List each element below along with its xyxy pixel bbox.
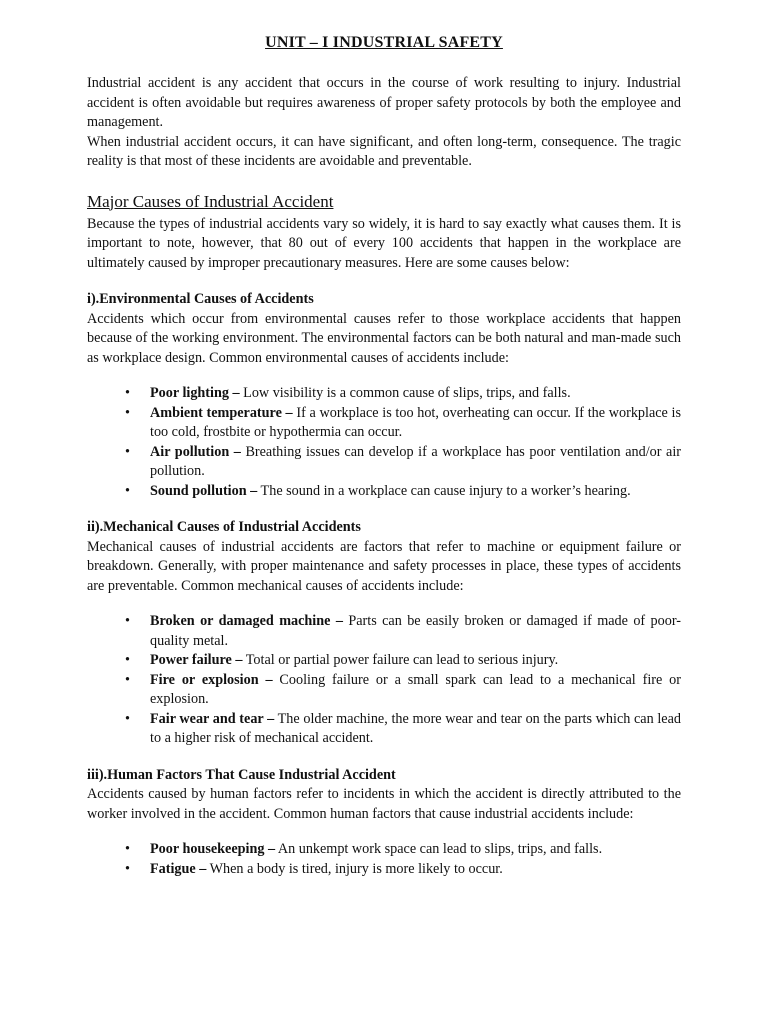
list-item-term: Poor housekeeping – bbox=[150, 841, 276, 857]
bullet-icon: • bbox=[125, 671, 130, 688]
major-causes-heading: Major Causes of Industrial Accident bbox=[87, 191, 334, 211]
list-item-desc: An unkempt work space can lead to slips, trips, and falls. bbox=[275, 841, 603, 857]
bullet-icon: • bbox=[125, 613, 130, 629]
list-item-desc: Cooling failure or a small spark can lead to a mechanical fire or explosion. bbox=[150, 671, 681, 707]
bullet-icon: • bbox=[125, 652, 130, 668]
bullet-icon: • bbox=[125, 404, 130, 421]
list-item bbox=[125, 840, 681, 860]
list-item-term: Broken or damaged machine – bbox=[150, 613, 343, 629]
list-item-term: Fire or explosion – bbox=[150, 671, 273, 688]
bullet-icon: • bbox=[125, 482, 130, 499]
list-item-desc: When a body is tired, injury is more likely to occur. bbox=[206, 860, 503, 877]
list-item bbox=[125, 651, 681, 671]
list-item bbox=[125, 404, 681, 443]
list-item bbox=[125, 612, 682, 651]
section-heading-mechanical: ii).Mechanical Causes of Industrial Accidents bbox=[87, 519, 361, 535]
bullet-list-environmental bbox=[87, 384, 681, 501]
section-paragraph-human: Accidents caused by human factors refer to incidents in which the accident is directly attributed to the worker involved in the accident. Common human factors that cause industrial accidents include: bbox=[87, 786, 681, 822]
intro-paragraph-2: When industrial accident occurs, it can have significant, and often long-term, consequence. The tragic reality is that most of these incidents are avoidable and preventable. bbox=[87, 133, 681, 169]
list-item-desc: The sound in a workplace can cause injury to a worker’s hearing. bbox=[257, 482, 631, 499]
section-heading-environmental: i).Environmental Causes of Accidents bbox=[87, 291, 314, 307]
list-item-term: Ambient temperature – bbox=[150, 404, 293, 421]
list-item-term: Sound pollution – bbox=[150, 482, 258, 499]
list-item-term: Power failure – bbox=[150, 652, 243, 668]
list-item-desc: Parts can be easily broken or damaged if made of poor-quality metal. bbox=[150, 613, 682, 649]
list-item bbox=[125, 710, 681, 749]
section-paragraph-environmental: Accidents which occur from environmental causes refer to those workplace accidents that happen because of the working environment. The environmental factors can be both natural and man-made such as workplace design. Common environmental causes of accidents include: bbox=[87, 310, 681, 366]
list-item-desc: Breathing issues can develop if a workplace has poor ventilation and/or air pollution. bbox=[150, 443, 681, 479]
bullet-icon: • bbox=[125, 860, 130, 877]
list-item-desc: The older machine, the more wear and tear on the parts which can lead to a higher risk of mechanical accident. bbox=[150, 710, 681, 746]
bullet-icon: • bbox=[125, 841, 130, 857]
list-item-desc: Total or partial power failure can lead to serious injury. bbox=[242, 652, 559, 668]
list-item-desc: If a workplace is too hot, overheating can occur. If the workplace is too cold, frostbite or hypothermia can occur. bbox=[150, 404, 681, 440]
list-item bbox=[125, 443, 681, 482]
major-causes-paragraph: Because the types of industrial accidents vary so widely, it is hard to say exactly what causes them. It is important to note, however, that 80 out of every 100 accidents that happen in the workplace are ultimately caused by improper precautionary measures. Here are some causes below: bbox=[87, 215, 681, 271]
list-item-term: Fair wear and tear – bbox=[150, 710, 275, 727]
page-title: UNIT – I INDUSTRIAL SAFETY bbox=[265, 34, 503, 51]
list-item bbox=[125, 482, 681, 502]
bullet-icon: • bbox=[125, 385, 130, 401]
intro-paragraph-1: Industrial accident is any accident that occurs in the course of work resulting to injury. Industrial accident is often avoidable but requires awareness of proper safety protocols by both the employee and management. bbox=[87, 75, 681, 130]
list-item bbox=[125, 384, 681, 404]
list-item-desc: Low visibility is a common cause of slips, trips, and falls. bbox=[239, 385, 571, 401]
bullet-icon: • bbox=[125, 710, 130, 727]
section-heading-human: iii).Human Factors That Cause Industrial Accident bbox=[87, 766, 396, 783]
bullet-list-mechanical bbox=[87, 612, 681, 749]
bullet-list-human bbox=[87, 840, 681, 879]
list-item-term: Air pollution – bbox=[150, 443, 241, 460]
bullet-icon: • bbox=[125, 443, 130, 460]
section-paragraph-mechanical: Mechanical causes of industrial accidents are factors that refer to machine or equipment failure or breakdown. Generally, with proper maintenance and safety processes in place, these types of accidents are preventable. Common mechanical causes of accidents include: bbox=[87, 538, 681, 594]
list-item bbox=[125, 860, 681, 880]
list-item-term: Poor lighting – bbox=[150, 385, 240, 401]
list-item-term: Fatigue – bbox=[150, 860, 207, 877]
list-item bbox=[125, 671, 681, 710]
